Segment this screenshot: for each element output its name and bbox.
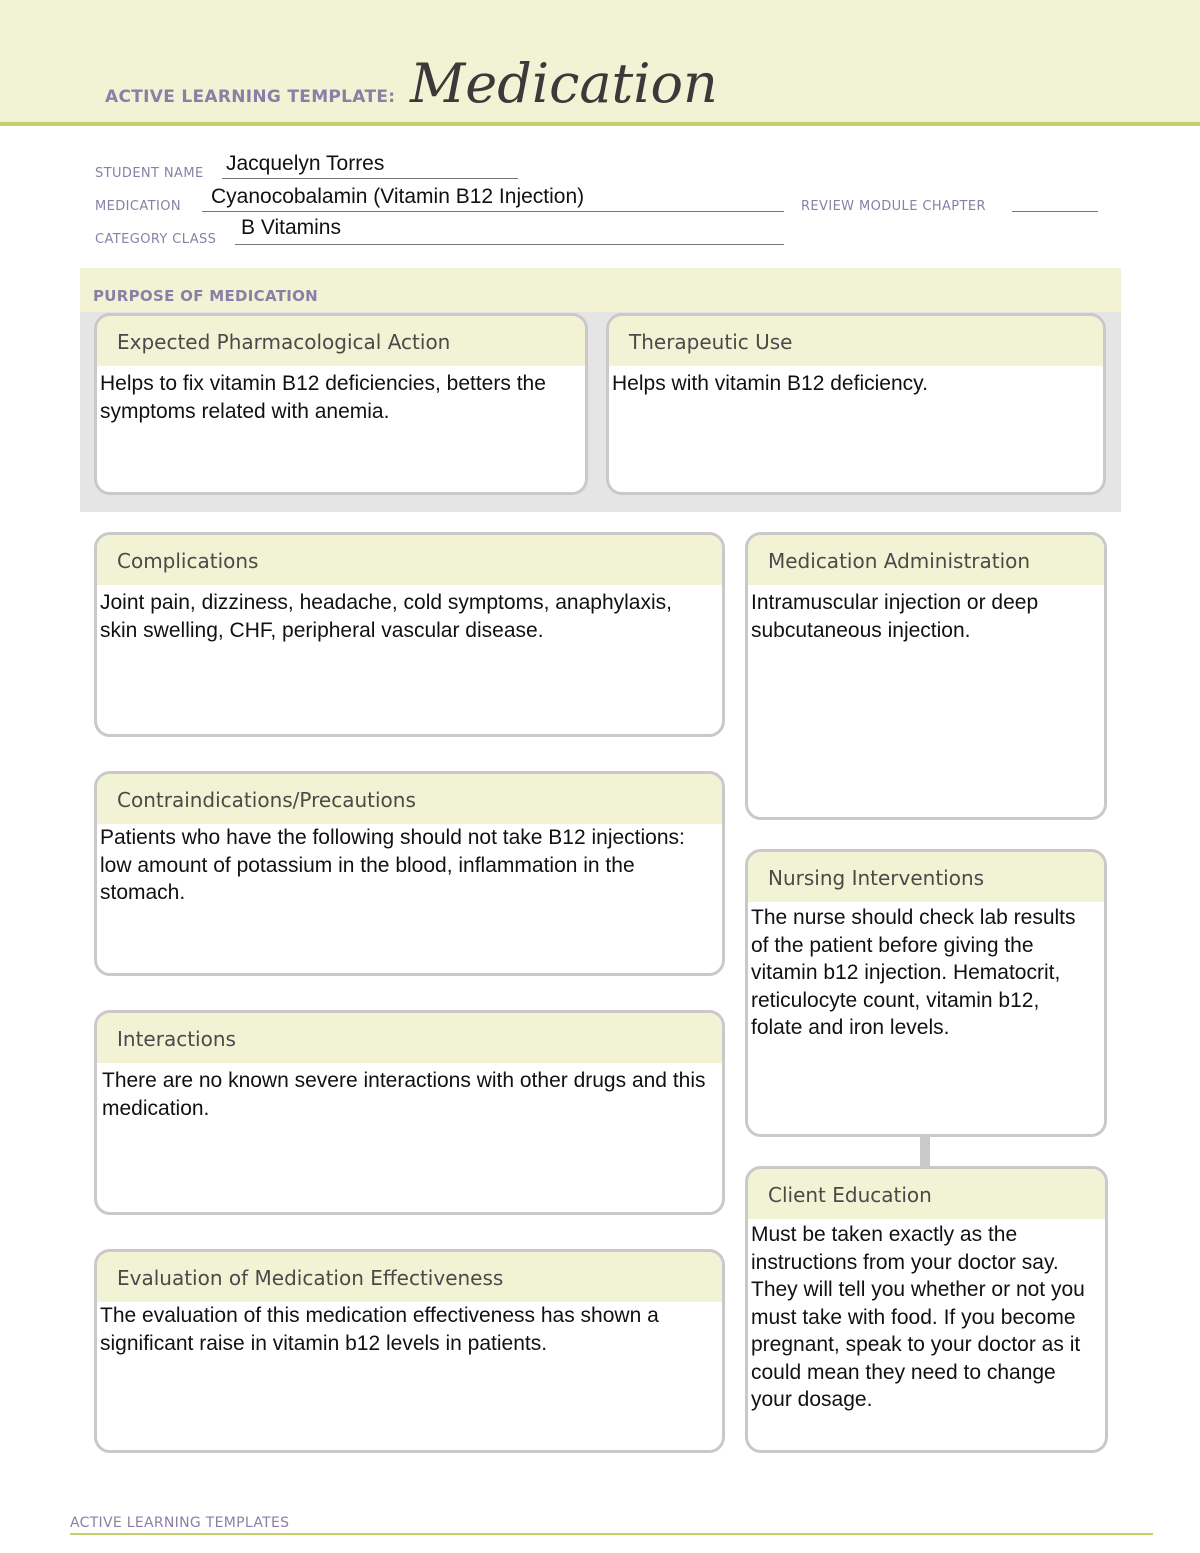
contraindications-title: Contraindications/Precautions — [97, 774, 722, 824]
purpose-title: PURPOSE OF MEDICATION — [93, 287, 319, 305]
complications-text[interactable]: Joint pain, dizziness, headache, cold symptoms, anaphylaxis, skin swelling, CHF, peripheral vascular disease. — [100, 591, 672, 642]
expected-action-text[interactable]: Helps to fix vitamin B12 deficiencies, betters the symptoms related with anemia. — [100, 372, 546, 423]
medication-line — [202, 211, 784, 212]
interactions-text[interactable]: There are no known severe interactions with other drugs and this medication. — [102, 1069, 706, 1120]
template-title: Medication — [410, 52, 718, 115]
expected-action-title: Expected Pharmacological Action — [97, 316, 585, 366]
contraindications-text[interactable]: Patients who have the following should not take B12 injections: low amount of potassium in the blood, inflammation in the stomach. — [100, 826, 685, 904]
client-education-box — [745, 1166, 1108, 1453]
complications-title: Complications — [97, 535, 722, 585]
interactions-title: Interactions — [97, 1013, 722, 1063]
student-name-value[interactable]: Jacquelyn Torres — [226, 152, 385, 175]
complications-box — [94, 532, 725, 737]
student-name-label: STUDENT NAME — [95, 166, 204, 181]
evaluation-title: Evaluation of Medication Effectiveness — [97, 1252, 722, 1302]
connector-bar — [920, 1135, 930, 1167]
interactions-box — [94, 1010, 725, 1215]
medication-label: MEDICATION — [95, 199, 181, 214]
therapeutic-use-box — [606, 313, 1106, 495]
evaluation-box — [94, 1249, 725, 1453]
review-module-line — [1012, 211, 1098, 212]
therapeutic-use-text[interactable]: Helps with vitamin B12 deficiency. — [612, 372, 928, 395]
administration-box — [745, 532, 1107, 820]
review-module-label: REVIEW MODULE CHAPTER — [801, 199, 986, 214]
evaluation-text[interactable]: The evaluation of this medication effectiveness has shown a significant raise in vitamin b12 levels in patients. — [100, 1304, 659, 1355]
nursing-interventions-title: Nursing Interventions — [748, 852, 1104, 902]
student-name-line — [222, 178, 518, 179]
administration-title: Medication Administration — [748, 535, 1104, 585]
administration-text[interactable]: Intramuscular injection or deep subcutaneous injection. — [751, 591, 1039, 642]
category-value[interactable]: B Vitamins — [241, 216, 341, 239]
client-education-title: Client Education — [748, 1169, 1105, 1219]
expected-action-box — [94, 313, 588, 495]
footer-rule — [70, 1533, 1153, 1535]
nursing-interventions-box — [745, 849, 1107, 1137]
template-label: ACTIVE LEARNING TEMPLATE: — [105, 87, 396, 107]
client-education-text[interactable]: Must be taken exactly as the instructions from your doctor say. They will tell you whether or not you must take with food. If you become pregnant, speak to your doctor as it could mean they need to change your dosage. — [751, 1223, 1085, 1411]
therapeutic-use-title: Therapeutic Use — [609, 316, 1103, 366]
footer-label: ACTIVE LEARNING TEMPLATES — [70, 1515, 290, 1531]
category-line — [235, 244, 784, 245]
contraindications-box — [94, 771, 725, 976]
nursing-interventions-text[interactable]: The nurse should check lab results of the patient before giving the vitamin b12 injection. Hematocrit, reticulocyte count, vitamin b12, folate and iron levels. — [751, 906, 1076, 1039]
medication-value[interactable]: Cyanocobalamin (Vitamin B12 Injection) — [211, 185, 585, 208]
header-rule — [0, 122, 1200, 126]
category-label: CATEGORY CLASS — [95, 232, 217, 247]
